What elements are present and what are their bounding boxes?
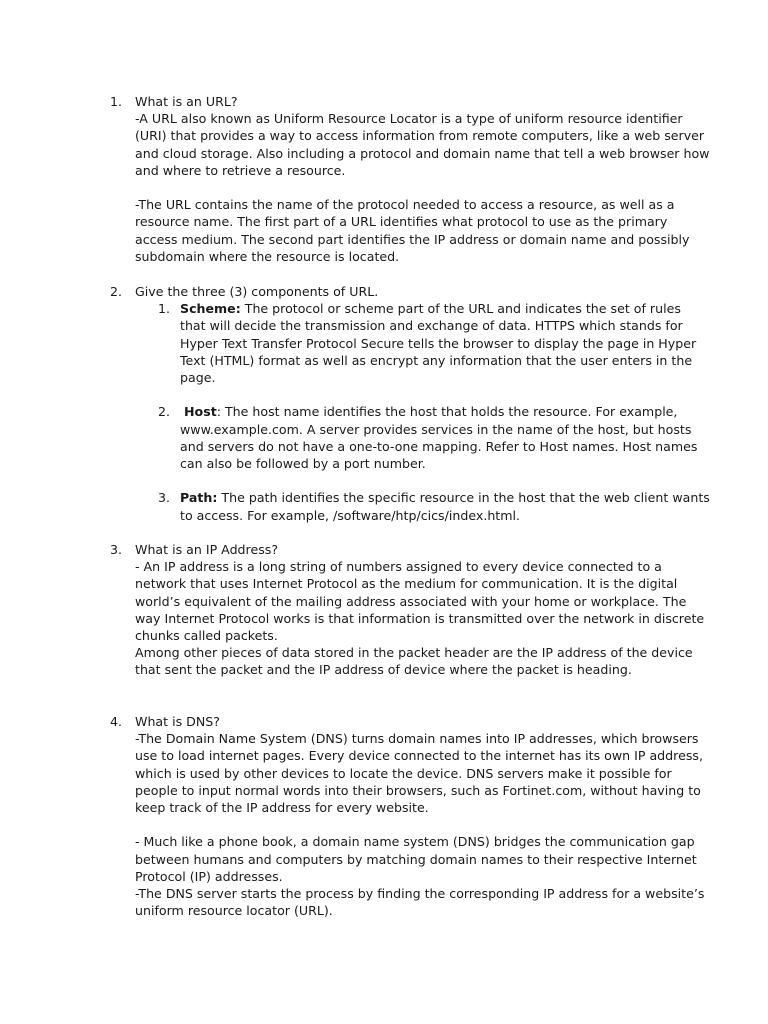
question-2	[110, 283, 710, 524]
answer-paragraph: - Much like a phone book, a domain name system (DNS) bridges the communication gap between humans and computers by matching domain names to their respective Internet Protocol (IP) addresses.	[135, 834, 697, 884]
answer-paragraph: - An IP address is a long string of numbers assigned to every device connected to a network that uses Internet Protocol as the medium for communication. It is the digital world’s equivalent of the mailing address associated with your home or workplace. The way Internet Protocol works is that information is transmitted over the network in discrete chunks called packets.	[135, 559, 705, 644]
answer-paragraph: -The URL contains the name of the protocol needed to access a resource, as well as a resource name. The first part of a URL identifies what protocol to use as the primary access medium. The second part identifies the IP address or domain name and possibly subdomain where the resource is located.	[135, 197, 690, 264]
answer-paragraph: -A URL also known as Uniform Resource Locator is a type of uniform resource identifier (URI) that provides a way to access information from remote computers, like a web server and cloud storage. Also including a protocol and domain name that tell a web browser how and where to retrieve a resource.	[135, 111, 710, 178]
component-description: The path identifies the specific resource in the host that the web client wants to access. For example, /software/htp/cics/index.html.	[180, 490, 710, 523]
component-description: The protocol or scheme part of the URL and indicates the set of rules that will decide the transmission and exchange of data. HTTPS which stands for Hyper Text Transfer Protocol Secure tells the browser to display the page in Hyper Text (HTML) format as well as encrypt any information that the user enters in the page.	[180, 301, 697, 386]
component-term: Host	[184, 404, 217, 420]
question-title: What is an URL?	[135, 94, 238, 109]
question-title: What is DNS?	[135, 714, 220, 729]
component-term: Path:	[180, 490, 218, 506]
answer-paragraph: -The DNS server starts the process by finding the corresponding IP address for a website’s uniform resource locator (URL).	[135, 886, 705, 919]
question-number: 2.	[110, 284, 123, 299]
component-number: 1.	[158, 301, 171, 317]
component-item-path	[158, 489, 710, 523]
question-title: Give the three (3) components of URL.	[135, 284, 379, 299]
component-item-scheme	[158, 300, 710, 386]
question-number: 4.	[110, 714, 123, 729]
answer-paragraph: -The Domain Name System (DNS) turns domain names into IP addresses, which browsers use to load internet pages. Every device connected to the internet has its own IP address, which is used by other devices to locate the device. DNS servers make it possible for people to input normal words into their browsers, such as Fortinet.com, without having to keep track of the IP address for every website.	[135, 731, 703, 816]
question-number: 3.	[110, 542, 123, 557]
component-term: Scheme:	[180, 301, 241, 317]
question-1	[110, 93, 710, 265]
question-title: What is an IP Address?	[135, 542, 279, 557]
question-3	[110, 541, 710, 679]
component-description: : The host name identifies the host that holds the resource. For example, www.example.com. A server provides services in the name of the host, but hosts and servers do not have a one-to-one mapping. Refer to Host names. Host names can also be followed by a port number.	[180, 404, 698, 472]
question-4	[110, 713, 710, 919]
answer-paragraph: Among other pieces of data stored in the packet header are the IP address of the device that sent the packet and the IP address of device where the packet is heading.	[135, 645, 693, 678]
question-number: 1.	[110, 94, 123, 109]
component-number: 2.	[158, 404, 171, 420]
component-item-host	[158, 403, 710, 472]
component-number: 3.	[158, 490, 171, 506]
